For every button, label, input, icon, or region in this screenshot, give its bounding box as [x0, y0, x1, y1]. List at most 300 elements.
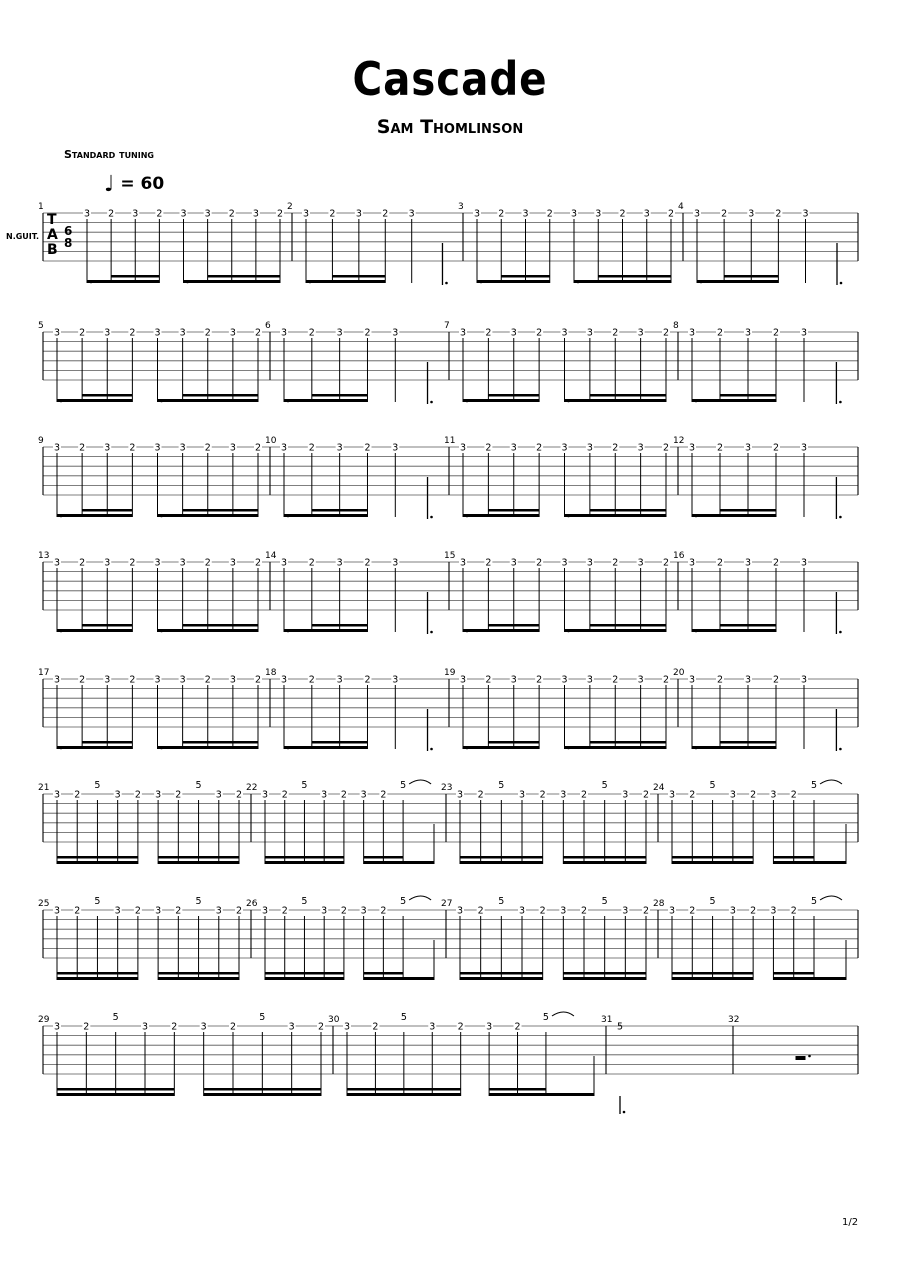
beam [364, 861, 403, 864]
measure-number: 25 [38, 899, 50, 909]
measure-number: 17 [38, 668, 50, 678]
fret-number: 3 [510, 327, 517, 339]
fret-number: 3 [141, 1021, 149, 1033]
fret-number: 2 [485, 557, 492, 569]
fret-number: 3 [586, 557, 593, 569]
beam [563, 861, 646, 864]
beam [463, 629, 539, 632]
measure-number: 12 [673, 436, 685, 446]
beam-secondary [364, 856, 403, 859]
beam-secondary [82, 624, 132, 627]
fret-number: 2 [539, 789, 546, 801]
fret-number: 2 [772, 327, 780, 339]
fret-number: 2 [612, 327, 619, 339]
beam-secondary [82, 509, 132, 512]
fret-number: 2 [514, 1021, 521, 1033]
rhythm-dot [466, 515, 469, 518]
fret-number: 2 [79, 327, 86, 339]
fret-number: 3 [392, 442, 399, 454]
fret-number: 2 [229, 1021, 237, 1033]
tie-arc [409, 780, 431, 784]
rhythm-dot [567, 400, 570, 403]
fret-number: 3 [688, 557, 696, 569]
beam-secondary [332, 275, 385, 278]
fret-number: 3 [155, 905, 162, 917]
fret-number: 3 [561, 557, 568, 569]
fret-number: 3 [744, 557, 752, 569]
rhythm-dot [186, 281, 189, 284]
fret-number: 5 [709, 780, 716, 791]
fret-number: 2 [308, 674, 315, 686]
fret-number: 2 [477, 905, 484, 917]
fret-number: 2 [619, 208, 626, 220]
beam-secondary [183, 624, 258, 627]
fret-number: 2 [254, 442, 262, 454]
beam [57, 861, 138, 864]
fret-number: 5 [498, 896, 505, 907]
fret-number: 2 [281, 905, 288, 917]
fret-number: 2 [204, 327, 211, 339]
beam-secondary [57, 1088, 174, 1091]
measure-number: 2 [287, 202, 293, 212]
beam-secondary [312, 741, 368, 744]
fret-number: 3 [179, 674, 186, 686]
fret-number: 3 [456, 789, 464, 801]
beam [814, 977, 846, 980]
fret-number: 3 [229, 557, 236, 569]
fret-number: 2 [642, 789, 650, 801]
fret-number: 2 [750, 789, 757, 801]
rhythm-dot [430, 401, 433, 404]
fret-number: 3 [154, 442, 161, 454]
fret-number: 3 [215, 789, 222, 801]
fret-number: 3 [288, 1021, 295, 1033]
fret-number: 3 [770, 789, 777, 801]
measure-number: 19 [444, 668, 456, 678]
fret-number: 3 [643, 208, 650, 220]
fret-number: 2 [79, 674, 86, 686]
rhythm-dot [466, 747, 469, 750]
fret-number: 2 [340, 905, 347, 917]
fret-number: 3 [114, 789, 121, 801]
fret-number: 3 [459, 442, 467, 454]
fret-number: 3 [729, 789, 736, 801]
beam-secondary [724, 275, 778, 278]
fret-number: 2 [235, 905, 243, 917]
fret-number: 2 [539, 905, 546, 917]
beam [565, 746, 667, 749]
fret-number: 2 [340, 789, 347, 801]
rhythm-dot [839, 401, 842, 404]
measure-number: 18 [265, 668, 277, 678]
fret-number: 2 [204, 442, 211, 454]
fret-number: 3 [668, 789, 676, 801]
fret-number: 3 [280, 442, 288, 454]
fret-number: 3 [392, 327, 399, 339]
rhythm-dot [567, 747, 570, 750]
fret-number: 3 [302, 208, 310, 220]
fret-number: 2 [580, 905, 588, 917]
instrument-label: N.GUIT. [6, 232, 40, 241]
beam [364, 977, 403, 980]
beam-secondary [158, 972, 239, 975]
fret-number: 3 [622, 789, 629, 801]
fret-number: 2 [204, 674, 211, 686]
fret-number: 2 [689, 789, 696, 801]
tuning-label: Standard tuning [64, 148, 154, 161]
tab-clef-letter: T [47, 212, 57, 228]
beam [158, 746, 259, 749]
fret-number: 2 [364, 442, 371, 454]
fret-number: 2 [612, 674, 619, 686]
fret-number: 2 [134, 905, 141, 917]
beam [306, 280, 385, 283]
beam [284, 399, 367, 402]
beam [574, 280, 671, 283]
beam [463, 399, 539, 402]
fret-number: 3 [53, 327, 61, 339]
fret-number: 3 [561, 674, 568, 686]
beam-secondary [364, 972, 403, 975]
tie-arc [552, 1012, 574, 1016]
rhythm-dot [160, 515, 163, 518]
beam-secondary [489, 1088, 546, 1091]
fret-number: 2 [175, 905, 182, 917]
beam-secondary [204, 1088, 321, 1091]
fret-number: 3 [392, 557, 399, 569]
fret-number: 2 [536, 557, 543, 569]
beam [158, 399, 259, 402]
fret-number: 2 [281, 789, 288, 801]
fret-number: 2 [667, 208, 675, 220]
rhythm-dot [287, 630, 290, 633]
fret-number: 3 [321, 905, 328, 917]
fret-number: 3 [179, 442, 186, 454]
tie-arc [820, 896, 842, 900]
rhythm-dot [466, 400, 469, 403]
fret-number: 3 [561, 327, 568, 339]
beam [403, 977, 434, 980]
fret-number: 3 [336, 674, 343, 686]
fret-number: 3 [561, 442, 568, 454]
fret-number: 3 [459, 327, 467, 339]
fret-number: 3 [154, 557, 161, 569]
beam [773, 861, 814, 864]
fret-number: 2 [546, 208, 553, 220]
fret-number: 5 [400, 1012, 407, 1023]
beam-secondary [460, 972, 543, 975]
fret-number: 2 [790, 905, 797, 917]
measure-number: 31 [601, 1015, 613, 1025]
measure-number: 4 [678, 202, 684, 212]
fret-number: 2 [485, 327, 492, 339]
fret-number: 5 [301, 780, 308, 791]
rhythm-dot [840, 282, 843, 285]
fret-number: 2 [772, 442, 780, 454]
fret-number: 2 [129, 674, 136, 686]
fret-number: 3 [360, 789, 367, 801]
beam [477, 280, 550, 283]
measure-number: 30 [328, 1015, 340, 1025]
fret-number: 2 [171, 1021, 178, 1033]
fret-number: 3 [748, 208, 755, 220]
rhythm-dot [577, 281, 580, 284]
rhythm-dot [160, 747, 163, 750]
rhythm-dot [695, 515, 698, 518]
fret-number: 3 [336, 557, 343, 569]
beam [284, 514, 367, 517]
fret-number: 2 [129, 327, 136, 339]
fret-number: 2 [721, 208, 728, 220]
fret-number: 3 [229, 327, 236, 339]
page-number: 1/2 [842, 1217, 859, 1228]
fret-number: 2 [254, 557, 262, 569]
fret-number: 2 [689, 905, 696, 917]
beam-secondary [488, 394, 539, 397]
fret-number: 5 [195, 780, 202, 791]
rhythm-dot [309, 281, 312, 284]
fret-number: 3 [204, 208, 211, 220]
fret-number: 3 [53, 674, 61, 686]
fret-number: 2 [317, 1021, 325, 1033]
fret-number: 2 [662, 327, 670, 339]
dotted-half-rest [796, 1056, 806, 1060]
fret-number: 2 [382, 208, 389, 220]
fret-number: 3 [280, 327, 288, 339]
beam-secondary [590, 394, 666, 397]
measure-number: 5 [38, 321, 44, 331]
fret-number: 3 [800, 442, 808, 454]
fret-number: 3 [459, 674, 467, 686]
fret-number: 3 [456, 905, 464, 917]
beam [773, 977, 814, 980]
measure-number: 14 [265, 551, 277, 561]
fret-number: 2 [772, 557, 780, 569]
fret-number: 3 [104, 442, 111, 454]
fret-number: 2 [156, 208, 163, 220]
beam [692, 514, 776, 517]
fret-number: 2 [536, 327, 543, 339]
measure-number: 6 [265, 321, 271, 331]
rhythm-dot [480, 281, 483, 284]
fret-number: 3 [280, 674, 288, 686]
beam-secondary [183, 509, 258, 512]
fret-number: 3 [154, 674, 161, 686]
beam [463, 514, 539, 517]
fret-number: 3 [570, 208, 578, 220]
measure-number: 22 [246, 783, 258, 793]
fret-number: 2 [235, 789, 243, 801]
measure-number: 15 [444, 551, 456, 561]
beam [565, 514, 667, 517]
fret-number: 2 [254, 674, 262, 686]
rhythm-dot [839, 631, 842, 634]
rhythm-dot [466, 630, 469, 633]
fret-number: 3 [261, 789, 269, 801]
beam [204, 1093, 321, 1096]
fret-number: 3 [179, 327, 186, 339]
measure-number: 3 [458, 202, 464, 212]
fret-number: 3 [688, 442, 696, 454]
song-title: Cascade [352, 52, 548, 106]
composer-name: Sam Thomlinson [376, 116, 524, 138]
beam [692, 629, 776, 632]
beam-secondary [111, 275, 159, 278]
fret-number: 3 [53, 442, 61, 454]
beam-secondary [488, 741, 539, 744]
rhythm-dot [287, 400, 290, 403]
fret-number: 5 [112, 1012, 119, 1023]
fret-number: 5 [616, 1021, 624, 1033]
fret-number: 3 [586, 674, 593, 686]
rhythm-dot [700, 281, 703, 284]
fret-number: 3 [637, 674, 644, 686]
fret-number: 3 [343, 1021, 351, 1033]
beam-secondary [590, 509, 666, 512]
beam [158, 629, 259, 632]
fret-number: 3 [622, 905, 629, 917]
fret-number: 3 [180, 208, 187, 220]
fret-number: 3 [53, 789, 61, 801]
beam [692, 399, 776, 402]
beam [565, 629, 667, 632]
measure-number: 27 [441, 899, 453, 909]
beam [57, 746, 132, 749]
fret-number: 3 [104, 557, 111, 569]
fret-number: 3 [744, 327, 752, 339]
fret-number: 3 [510, 557, 517, 569]
fret-number: 3 [321, 789, 328, 801]
fret-number: 2 [498, 208, 505, 220]
rhythm-dot [287, 515, 290, 518]
fret-number: 2 [108, 208, 115, 220]
fret-number: 3 [486, 1021, 493, 1033]
fret-number: 2 [485, 442, 492, 454]
beam [692, 746, 776, 749]
rhythm-dot [60, 747, 63, 750]
rhythm-dot [430, 631, 433, 634]
time-signature-top: 6 [64, 224, 73, 238]
fret-number: 5 [94, 896, 101, 907]
fret-number: 2 [228, 208, 235, 220]
beam-secondary [208, 275, 280, 278]
rhythm-dot [695, 400, 698, 403]
beam-secondary [158, 856, 239, 859]
fret-number: 5 [709, 896, 716, 907]
fret-number: 2 [329, 208, 336, 220]
measure-number: 10 [265, 436, 277, 446]
fret-number: 2 [380, 905, 387, 917]
beam [57, 514, 132, 517]
fret-number: 3 [392, 674, 399, 686]
beam-secondary [82, 741, 132, 744]
fret-number: 3 [802, 208, 809, 220]
beam [565, 399, 667, 402]
beam-secondary [720, 624, 776, 627]
fret-number: 2 [612, 557, 619, 569]
fret-number: 2 [79, 557, 86, 569]
measure-number: 13 [38, 551, 50, 561]
fret-number: 5 [601, 896, 608, 907]
beam [489, 1093, 546, 1096]
tab-clef-letter: A [47, 227, 58, 243]
fret-number: 2 [477, 789, 484, 801]
beam-secondary [183, 741, 258, 744]
beam-secondary [82, 394, 132, 397]
fret-number: 3 [586, 442, 593, 454]
fret-number: 3 [668, 905, 676, 917]
rhythm-dot [60, 400, 63, 403]
rhythm-dot [839, 516, 842, 519]
fret-number: 3 [518, 905, 526, 917]
rhythm-dot [623, 1111, 626, 1114]
beam-secondary [488, 509, 539, 512]
fret-number: 5 [810, 896, 818, 907]
fret-number: 2 [204, 557, 211, 569]
beam [284, 629, 367, 632]
tie-arc [409, 896, 431, 900]
beam [814, 861, 846, 864]
beam-secondary [312, 394, 368, 397]
fret-number: 3 [53, 905, 61, 917]
beam [460, 861, 543, 864]
beam-secondary [598, 275, 671, 278]
fret-number: 2 [457, 1021, 464, 1033]
rhythm-dot [430, 748, 433, 751]
fret-number: 3 [560, 905, 567, 917]
fret-number: 5 [400, 896, 407, 907]
fret-number: 3 [637, 557, 644, 569]
fret-number: 2 [134, 789, 141, 801]
beam-secondary [312, 624, 368, 627]
measure-number: 1 [38, 202, 44, 212]
fret-number: 2 [775, 208, 782, 220]
beam-secondary [672, 972, 753, 975]
beam-secondary [312, 509, 368, 512]
fret-number: 2 [772, 674, 780, 686]
rhythm-dot [445, 282, 448, 285]
fret-number: 2 [612, 442, 619, 454]
fret-number: 2 [536, 442, 543, 454]
fret-number: 2 [662, 557, 670, 569]
fret-number: 3 [744, 442, 752, 454]
fret-number: 2 [790, 789, 797, 801]
beam [347, 1093, 461, 1096]
fret-number: 3 [229, 674, 236, 686]
fret-number: 3 [179, 557, 186, 569]
fret-number: 3 [53, 1021, 61, 1033]
beam-secondary [720, 741, 776, 744]
fret-number: 3 [154, 327, 161, 339]
fret-number: 2 [308, 327, 315, 339]
fret-number: 3 [355, 208, 362, 220]
rhythm-dot [160, 630, 163, 633]
rhythm-dot [839, 748, 842, 751]
fret-number: 3 [104, 327, 111, 339]
beam [403, 861, 434, 864]
beam-secondary [57, 972, 138, 975]
fret-number: 3 [800, 674, 808, 686]
fret-number: 3 [114, 905, 121, 917]
tempo-value: = 60 [120, 174, 165, 194]
fret-number: 2 [580, 789, 588, 801]
time-signature-bottom: 8 [64, 236, 73, 250]
fret-number: 2 [254, 327, 262, 339]
fret-number: 2 [74, 789, 81, 801]
beam [57, 977, 138, 980]
rhythm-dot [160, 400, 163, 403]
fret-number: 3 [155, 789, 162, 801]
